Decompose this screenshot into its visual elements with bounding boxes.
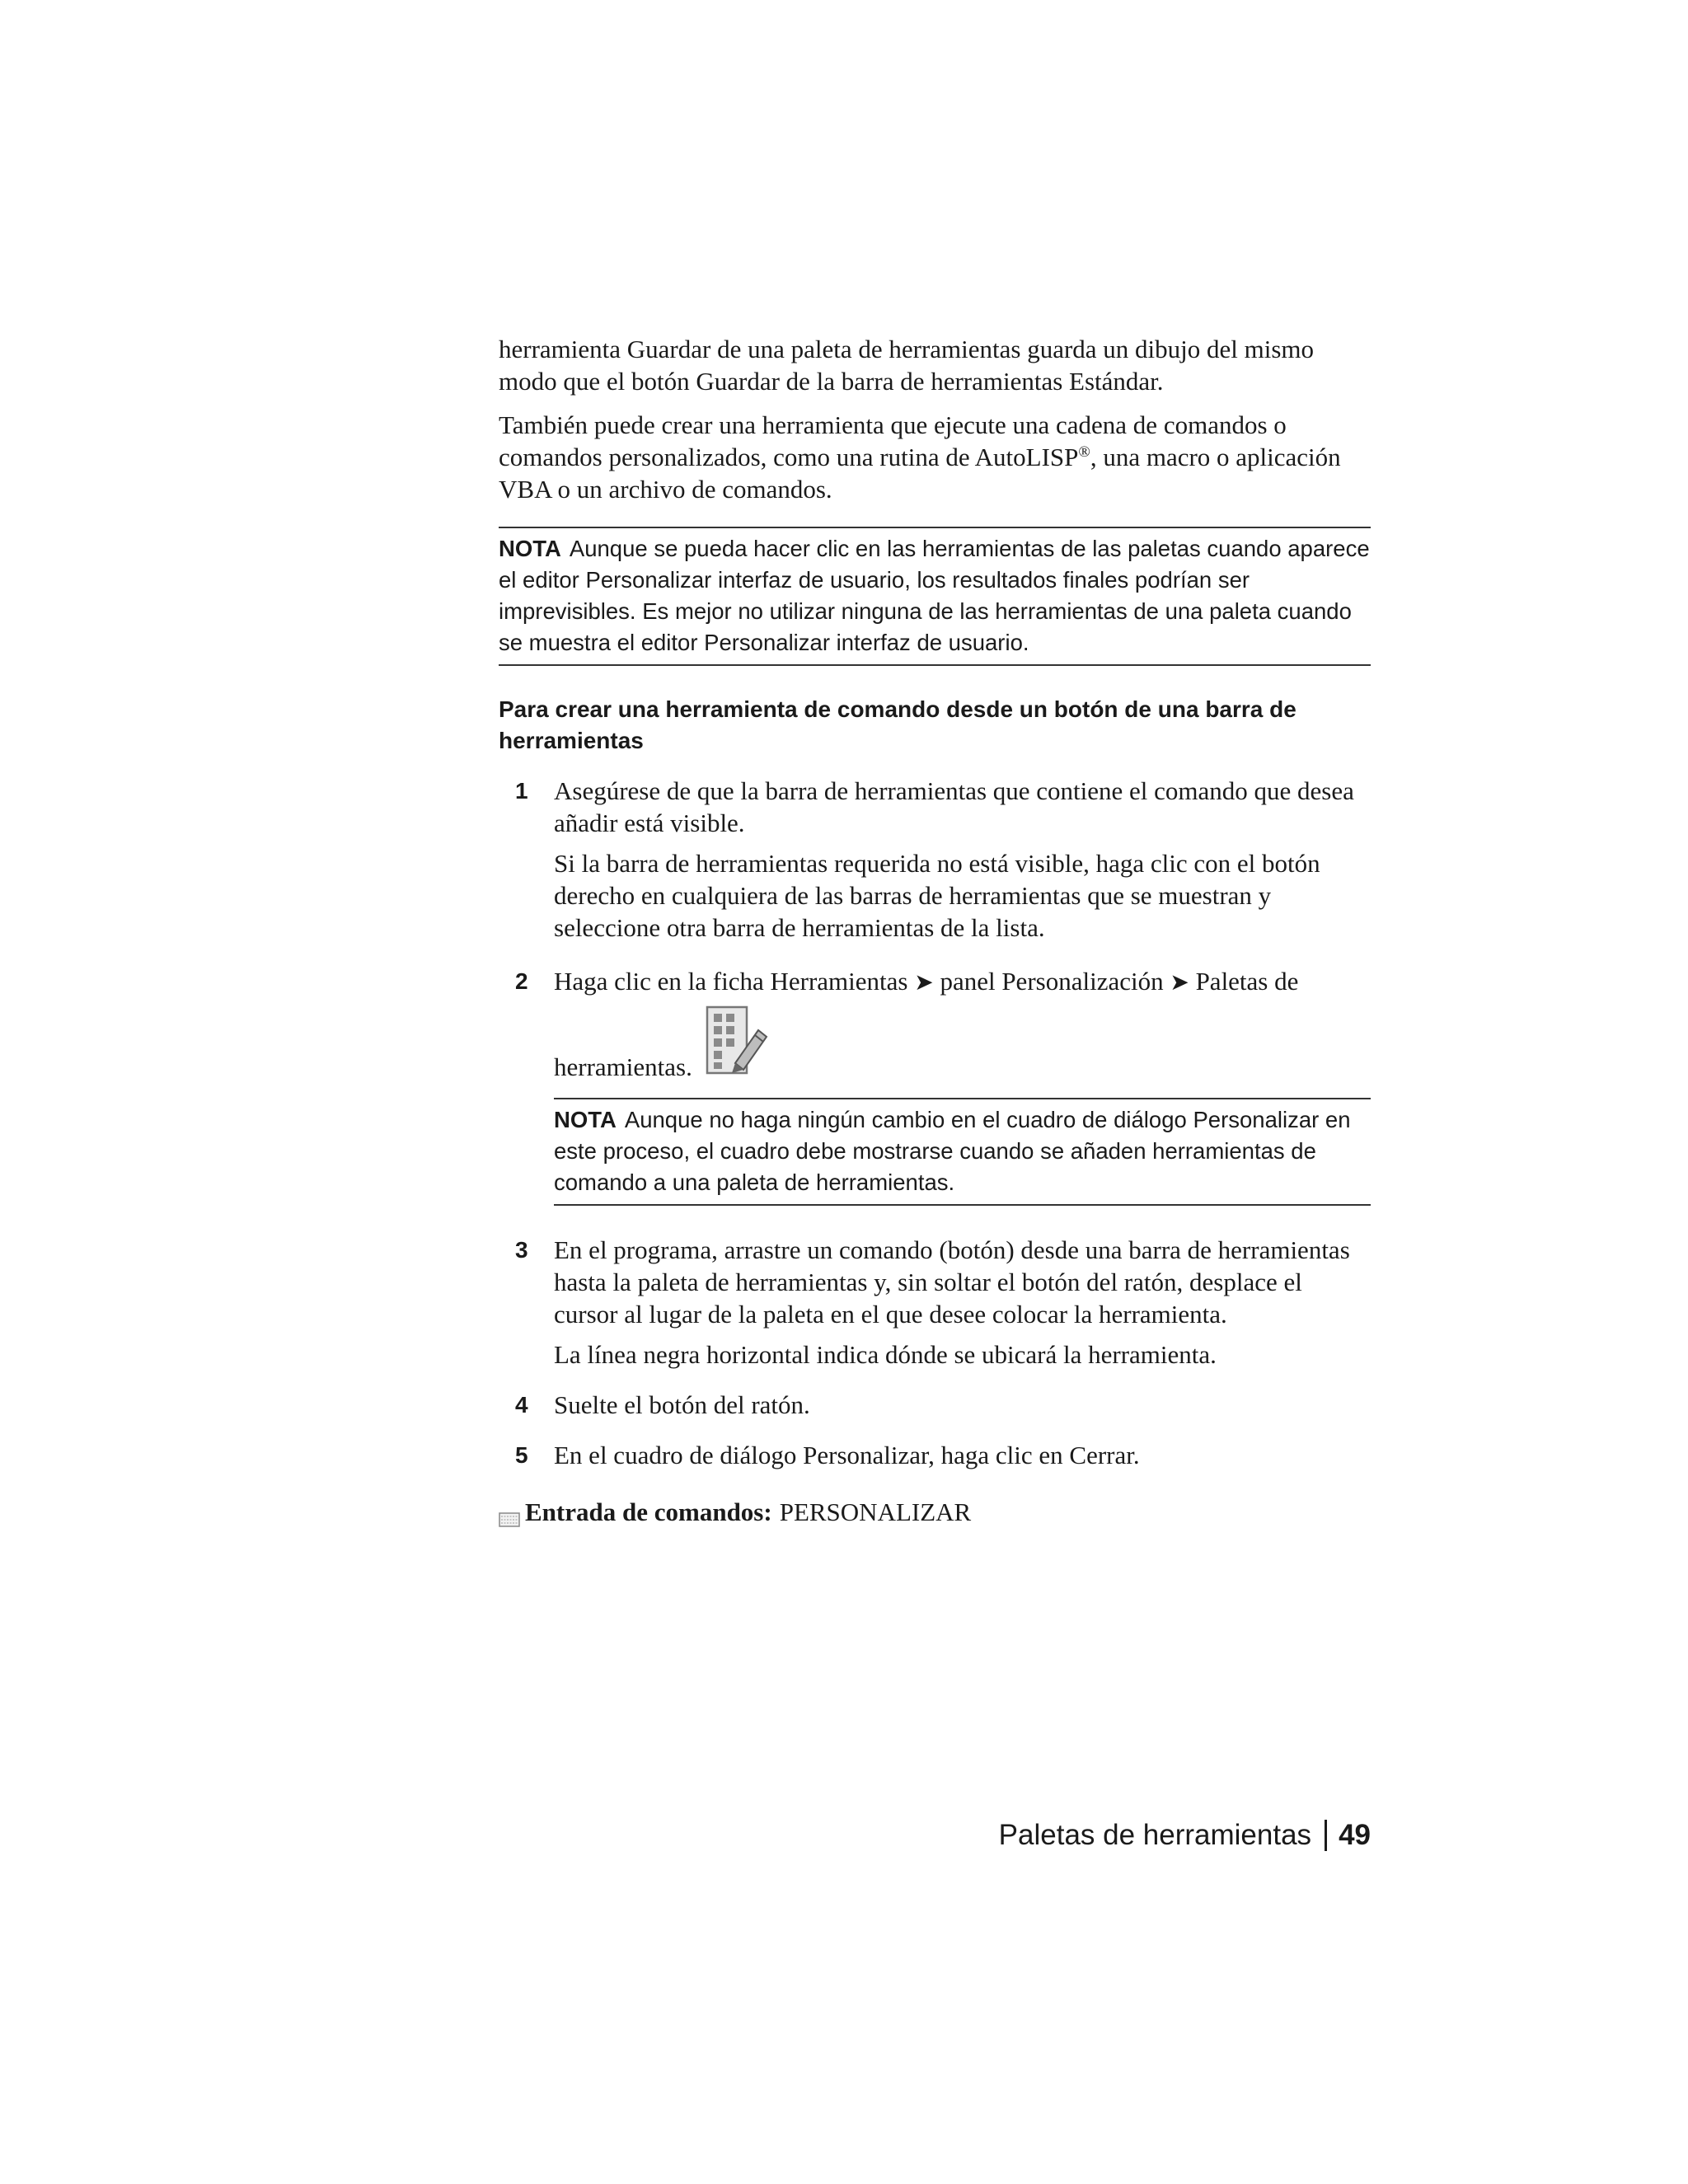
page-content (499, 333, 1371, 1528)
command-entry (499, 1496, 1371, 1528)
page-number: 49 (1339, 1819, 1371, 1851)
step-text-part: herramientas. (554, 1052, 692, 1081)
step-number: 4 (515, 1392, 528, 1418)
step-2-note-box (554, 1098, 1371, 1206)
note-box (499, 527, 1371, 666)
procedure-title: Para crear una herramienta de comando desde un botón de una barra de herramientas (499, 696, 1296, 753)
intro-paragraph-2-text-end: , una macro o aplicación VBA o un archivo de comandos. (499, 443, 1341, 504)
step-4 (499, 1389, 1371, 1421)
step-text: En el cuadro de diálogo Personalizar, haga clic en Cerrar. (554, 1441, 1140, 1469)
step-3 (499, 1234, 1371, 1371)
step-1 (499, 775, 1371, 944)
step-text (554, 965, 1371, 999)
step-text-part: Haga clic en la ficha Herramientas (554, 967, 908, 996)
step-text: Suelte el botón del ratón. (554, 1390, 810, 1419)
step-number: 2 (515, 968, 528, 994)
step-text-part: panel Personalización (940, 967, 1164, 996)
keyboard-icon (499, 1504, 520, 1521)
intro-paragraph-2-text: También puede crear una herramienta que ejecute una cadena de comandos o comandos personalizados, como una rutina de AutoLISP (499, 410, 1287, 471)
note-text: Aunque se pueda hacer clic en las herramientas de las paletas cuando aparece el editor Personalizar interfaz de usuario, los resultados finales podrían ser imprevisibles. Es mejor no utilizar ninguna de las herramientas de una paleta cuando se muestra el editor Personalizar interfaz de usuario. (499, 536, 1370, 655)
step-detail: Si la barra de herramientas requerida no está visible, haga clic con el botón derecho en cualquiera de las barras de herramientas que se muestran y seleccione otra barra de herramientas de la lista. (554, 849, 1320, 942)
registered-mark: ® (1078, 443, 1090, 461)
note-label: NOTA (499, 536, 561, 561)
page-footer (999, 1817, 1371, 1854)
footer-section-title: Paletas de herramientas (998, 1819, 1312, 1851)
step-number: 1 (515, 778, 528, 804)
note-label: NOTA (554, 1107, 617, 1132)
arrow-icon: ➤ (914, 970, 934, 996)
footer-separator (1325, 1820, 1327, 1851)
intro-paragraph-1: herramienta Guardar de una paleta de herramientas guarda un dibujo del mismo modo que el botón Guardar de la barra de herramientas Estándar. (499, 335, 1315, 396)
step-text: En el programa, arrastre un comando (botón) desde una barra de herramientas hasta la paleta de herramientas y, sin soltar el botón del ratón, desplace el cursor al lugar de la paleta en el que desee colocar la herramienta. (554, 1235, 1350, 1329)
step-text-part: Paletas de (1195, 967, 1299, 996)
command-entry-label: Entrada de comandos: (525, 1497, 772, 1526)
step-2-continuation (554, 1005, 1371, 1083)
step-text: Asegúrese de que la barra de herramientas que contiene el comando que desea añadir está visible. (554, 776, 1354, 837)
step-number: 5 (515, 1442, 528, 1468)
tool-palettes-icon[interactable] (704, 1005, 770, 1076)
step-number: 3 (515, 1237, 528, 1263)
step-detail: La línea negra horizontal indica dónde se ubicará la herramienta. (554, 1340, 1217, 1369)
arrow-icon: ➤ (1170, 970, 1189, 996)
command-name: PERSONALIZAR (779, 1497, 972, 1526)
step-2 (499, 965, 1371, 1206)
intro-paragraph-2 (499, 409, 1371, 505)
step-5 (499, 1439, 1371, 1471)
note-text: Aunque no haga ningún cambio en el cuadro de diálogo Personalizar en este proceso, el cuadro debe mostrarse cuando se añaden herramientas de comando a una paleta de herramientas. (554, 1107, 1351, 1195)
